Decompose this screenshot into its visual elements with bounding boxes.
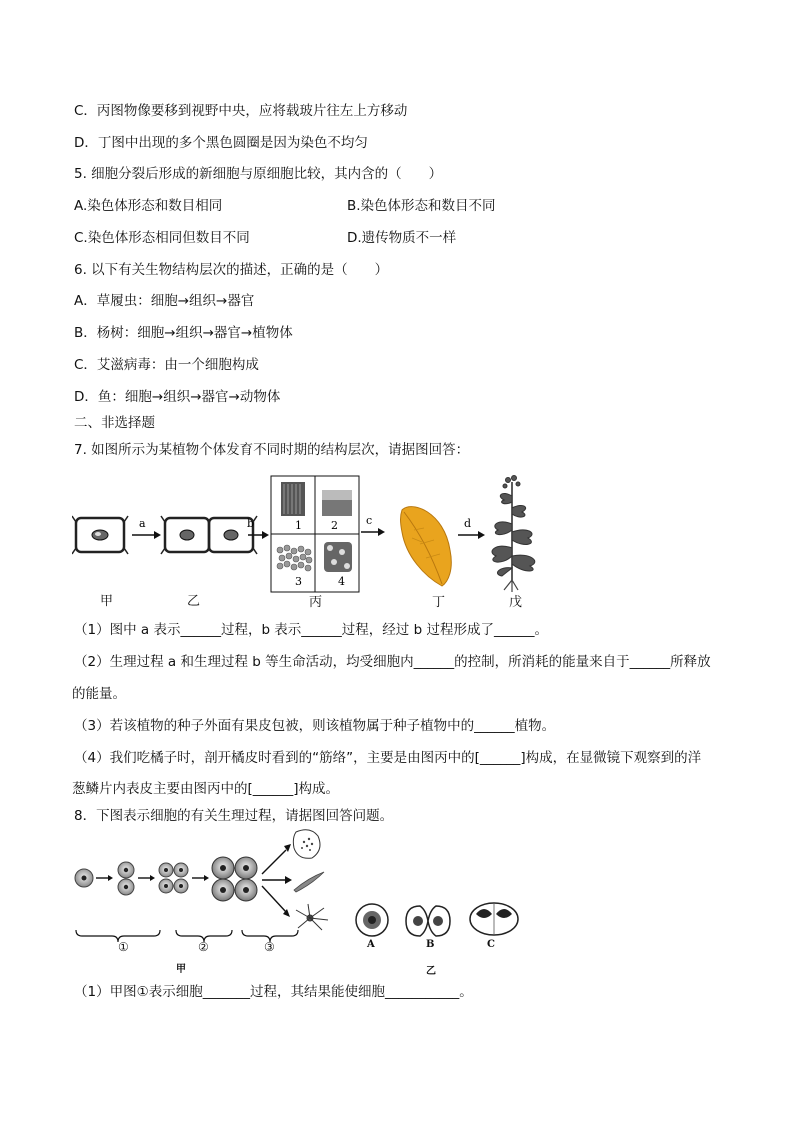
cell-label-c: C — [487, 939, 495, 950]
tissue-number-3: 3 — [295, 575, 302, 588]
arrow-label-b: b — [247, 517, 255, 530]
single-cell-diagram — [72, 516, 128, 554]
arrow-d — [458, 531, 485, 539]
differentiation-arrows — [262, 850, 286, 912]
two-cells — [118, 862, 134, 895]
q6-stem: 6. 以下有关生物结构层次的描述，正确的是（ ） — [74, 262, 389, 278]
arrow-b — [248, 531, 269, 539]
stage-label-yi: 乙 — [187, 594, 201, 609]
q7-sub1: （1）图中 a 表示______过程，b 表示______过程，经过 b 过程形成了______。 — [74, 622, 548, 638]
process-label-1: ① — [118, 940, 129, 954]
q5-stem: 5. 细胞分裂后形成的新细胞与原细胞比较，其内含的（ ） — [74, 166, 443, 182]
q5-option-c: C.染色体形态相同但数目不同 — [74, 230, 250, 246]
q4-option-c: C．丙图物像要移到视野中央，应将载玻片往左上方移动 — [74, 103, 408, 119]
q8-sub1: （1）甲图①表示细胞_______过程，其结果能使细胞___________。 — [74, 984, 473, 1000]
whole-plant-illustration — [492, 476, 535, 593]
q7-sub2-line2: 的能量。 — [72, 686, 126, 702]
arrow-c — [361, 528, 385, 536]
differentiated-cells — [293, 830, 328, 930]
process-label-2: ② — [198, 940, 209, 954]
arrow-label-a: a — [139, 517, 146, 530]
cell-label-a: A — [367, 939, 375, 950]
q6-option-c: C．艾滋病毒：由一个细胞构成 — [74, 357, 259, 373]
q6-option-b: B．杨树：细胞→组织→器官→植物体 — [74, 325, 293, 341]
stage-label-wu: 戊 — [509, 595, 523, 610]
q7-sub2-line1: （2）生理过程 a 和生理过程 b 等生命活动，均受细胞内______的控制，所消耗的能量来自于______所释放 — [74, 654, 711, 670]
q4-option-d: D．丁图中出现的多个黑色圆圈是因为染色不均匀 — [74, 135, 368, 151]
q5-option-d: D.遗传物质不一样 — [347, 230, 457, 246]
q5-option-b: B.染色体形态和数目不同 — [347, 198, 496, 214]
four-cells — [159, 863, 188, 893]
single-cell — [75, 869, 93, 887]
q8-stem: 8．下图表示细胞的有关生理过程，请据图回答问题。 — [74, 808, 394, 824]
tissue-number-1: 1 — [295, 519, 302, 532]
figure-caption-jia: 甲 — [176, 964, 186, 975]
tissue-grid — [271, 476, 359, 592]
q8-cell-process-figure — [72, 826, 532, 976]
q7-sub3: （3）若该植物的种子外面有果皮包被，则该植物属于种子植物中的______植物。 — [74, 718, 556, 734]
arrow-label-c: c — [366, 514, 373, 527]
cell-a — [356, 904, 388, 936]
q5-option-a: A.染色体形态和数目相同 — [74, 198, 223, 214]
tissue-number-2: 2 — [331, 519, 338, 532]
process-label-3: ③ — [264, 940, 275, 954]
cell-b — [406, 906, 450, 936]
tissue-number-4: 4 — [338, 575, 345, 588]
q7-sub4-line2: 葱鳞片内表皮主要由图丙中的[______]构成。 — [72, 781, 340, 797]
arrow-label-d: d — [464, 517, 472, 530]
leaf-illustration — [401, 507, 452, 586]
arrow-a — [132, 531, 161, 539]
q6-option-a: A．草履虫：细胞→组织→器官 — [74, 293, 255, 309]
two-cell-diagram — [161, 516, 257, 554]
q6-option-d: D．鱼：细胞→组织→器官→动物体 — [74, 389, 281, 405]
section-heading: 二、非选择题 — [74, 415, 155, 431]
figure-caption-yi: 乙 — [426, 966, 436, 977]
stage-label-ding: 丁 — [432, 595, 446, 610]
stage-label-jia: 甲 — [100, 594, 114, 609]
cell-label-b: B — [426, 939, 435, 950]
grown-cells — [212, 857, 257, 901]
stage-label-bing: 丙 — [309, 595, 323, 610]
q7-sub4-line1: （4）我们吃橘子时，剖开橘皮时看到的“筋络”，主要是由图丙中的[______]构成，在显微镜下观察到的洋 — [74, 750, 702, 766]
cell-c — [470, 903, 518, 935]
q7-stem: 7. 如图所示为某植物个体发育不同时期的结构层次，请据图回答： — [74, 442, 470, 458]
